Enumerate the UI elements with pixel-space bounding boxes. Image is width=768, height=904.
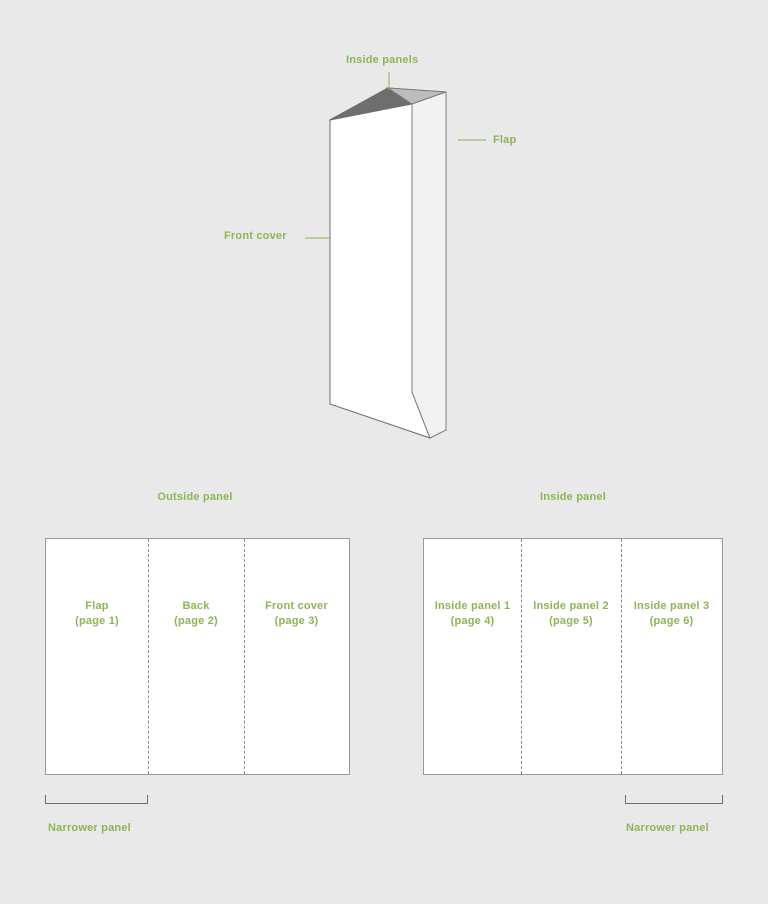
inside-panel-2-name: Inside panel 2 bbox=[533, 600, 609, 612]
inside-panel-2 bbox=[521, 599, 621, 629]
inside-panel-3 bbox=[621, 599, 722, 629]
narrower-panel-label-left: Narrower panel bbox=[48, 822, 131, 834]
outside-panel-1 bbox=[46, 599, 148, 629]
outside-panel-title: Outside panel bbox=[157, 491, 233, 503]
outside-panel-1-page: (page 1) bbox=[75, 615, 119, 627]
outside-panel-3 bbox=[244, 599, 349, 629]
side-edge-shape bbox=[412, 92, 446, 438]
inside-panel-1-name: Inside panel 1 bbox=[434, 600, 511, 612]
inside-fold-line-1 bbox=[521, 539, 522, 774]
outside-panel-2-name: Back bbox=[182, 600, 210, 612]
inside-panel-3-name: Inside panel 3 bbox=[633, 600, 710, 612]
outside-panel-2-page: (page 2) bbox=[174, 615, 218, 627]
inside-fold-line-2 bbox=[621, 539, 622, 774]
inside-panel-2-page: (page 5) bbox=[549, 615, 593, 627]
inside-panel-3-page: (page 6) bbox=[649, 615, 694, 627]
label-inside-panels: Inside panels bbox=[346, 54, 419, 66]
inside-panel-1 bbox=[424, 599, 521, 629]
label-front-cover: Front cover bbox=[224, 230, 287, 242]
outside-panel-3-page: (page 3) bbox=[274, 615, 319, 627]
narrower-panel-bracket-right bbox=[625, 795, 723, 804]
narrower-panel-label-right: Narrower panel bbox=[626, 822, 709, 834]
label-flap: Flap bbox=[493, 134, 517, 146]
outside-fold-line-2 bbox=[244, 539, 245, 774]
narrower-panel-bracket-left bbox=[45, 795, 148, 804]
outside-panel-3-name: Front cover bbox=[265, 600, 328, 612]
outside-panel-2 bbox=[148, 599, 244, 629]
inside-panel-sheet bbox=[423, 538, 723, 775]
outside-fold-line-1 bbox=[148, 539, 149, 774]
outside-panel-1-name: Flap bbox=[85, 600, 109, 612]
outside-panel-sheet bbox=[45, 538, 350, 775]
inside-panel-title: Inside panel bbox=[540, 491, 606, 503]
inside-panel-1-page: (page 4) bbox=[450, 615, 495, 627]
